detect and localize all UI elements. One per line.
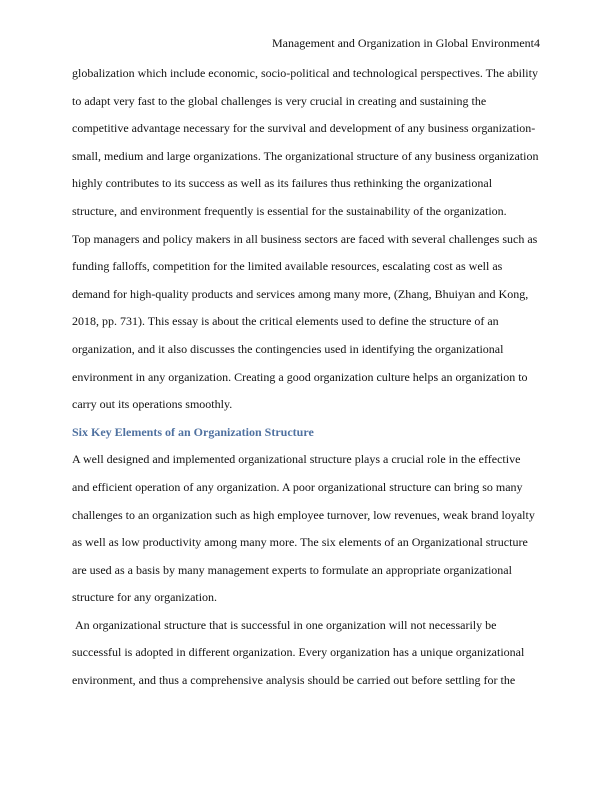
- text-line: structure, and environment frequently is essential for the sustainability of the organization.: [72, 203, 507, 218]
- text-line: successful is adopted in different organization. Every organization has a unique organizational: [72, 645, 525, 660]
- paragraph-elements: [72, 446, 542, 612]
- text-line: A well designed and implemented organizational structure plays a crucial role in the effective: [72, 452, 521, 467]
- text-line: environment, and thus a comprehensive analysis should be carried out before settling for the: [72, 673, 516, 688]
- text-line: carry out its operations smoothly.: [72, 397, 233, 412]
- text-line: and efficient operation of any organization. A poor organizational structure can bring so many: [72, 479, 523, 494]
- text-line: Top managers and policy makers in all business sectors are faced with several challenges such as: [72, 231, 538, 246]
- text-line: competitive advantage necessary for the survival and development of any business organization-: [72, 121, 536, 136]
- text-line: environment in any organization. Creating a good organization culture helps an organization to: [72, 369, 528, 384]
- text-line: are used as a basis by many management experts to formulate an appropriate organizational: [72, 562, 512, 577]
- text-line: globalization which include economic, socio-political and technological perspectives. The ability: [72, 66, 538, 80]
- text-line: small, medium and large organizations. The organizational structure of any business organization: [72, 148, 539, 163]
- text-line: highly contributes to its success as well as its failures thus rethinking the organizational: [72, 176, 493, 191]
- text-line: An organizational structure that is successful in one organization will not necessarily be: [75, 617, 497, 632]
- text-line: to adapt very fast to the global challenges is very crucial in creating and sustaining the: [72, 93, 487, 108]
- text-line: 2018, pp. 731). This essay is about the critical elements used to define the structure of an: [72, 314, 499, 329]
- text-line: funding falloffs, competition for the limited available resources, escalating cost as well as: [72, 259, 503, 274]
- text-line: challenges to an organization such as high employee turnover, low revenues, weak brand loyalty: [72, 507, 535, 522]
- text-line: demand for high-quality products and services among many more, (Zhang, Bhuiyan and Kong,: [72, 286, 529, 301]
- text-line: as well as low productivity among many more. The six elements of an Organizational structure: [72, 535, 528, 550]
- paragraph-intro: [72, 60, 542, 226]
- running-header: [272, 36, 540, 50]
- running-title: Management and Organization in Global Environment: [271, 36, 534, 50]
- page-number: 4: [534, 36, 540, 50]
- section-heading: Six Key Elements of an Organization Structure: [72, 424, 314, 439]
- text-line: organization, and it also discusses the contingencies used in identifying the organizational: [72, 341, 504, 356]
- text-line: structure for any organization.: [72, 590, 218, 605]
- paragraph-environment: [72, 612, 542, 695]
- document-body: [72, 60, 542, 695]
- paragraph-challenges: [72, 226, 542, 419]
